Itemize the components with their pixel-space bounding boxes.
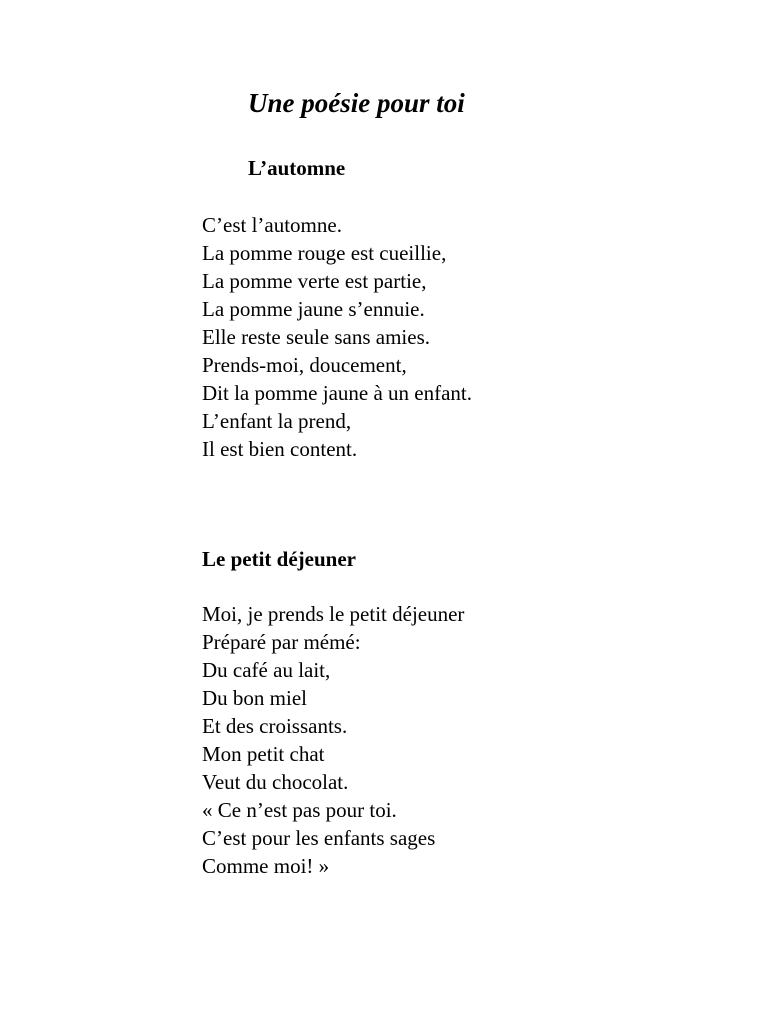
poem-line: Comme moi! » (202, 854, 330, 878)
poem-line: Elle reste seule sans amies. (202, 325, 431, 349)
poem-line: « Ce n’est pas pour toi. (202, 798, 397, 822)
poem-line: Moi, je prends le petit déjeuner (202, 602, 465, 626)
poem-line: Dit la pomme jaune à un enfant. (202, 381, 472, 405)
poem-body-breakfast (202, 600, 464, 880)
poem-line: Préparé par mémé: (202, 630, 361, 654)
document-title: Une poésie pour toi (248, 88, 465, 118)
poem-line: Il est bien content. (202, 437, 358, 461)
poem-line: Prends-moi, doucement, (202, 353, 407, 377)
poem-line: Du bon miel (202, 686, 307, 710)
poem-line: Veut du chocolat. (202, 770, 349, 794)
poem-line: L’enfant la prend, (202, 409, 352, 433)
poem-line: La pomme rouge est cueillie, (202, 241, 447, 265)
poem-line: La pomme verte est partie, (202, 269, 427, 293)
poem-line: La pomme jaune s’ennuie. (202, 297, 425, 321)
poem-line: C’est l’automne. (202, 213, 342, 237)
poem-title-breakfast: Le petit déjeuner (202, 547, 356, 571)
poem-line: Et des croissants. (202, 714, 348, 738)
poem-line: C’est pour les enfants sages (202, 826, 436, 850)
poem-body-autumn (202, 211, 472, 463)
poem-line: Du café au lait, (202, 658, 331, 682)
poem-line: Mon petit chat (202, 742, 325, 766)
poem-title-autumn: L’automne (248, 156, 346, 180)
